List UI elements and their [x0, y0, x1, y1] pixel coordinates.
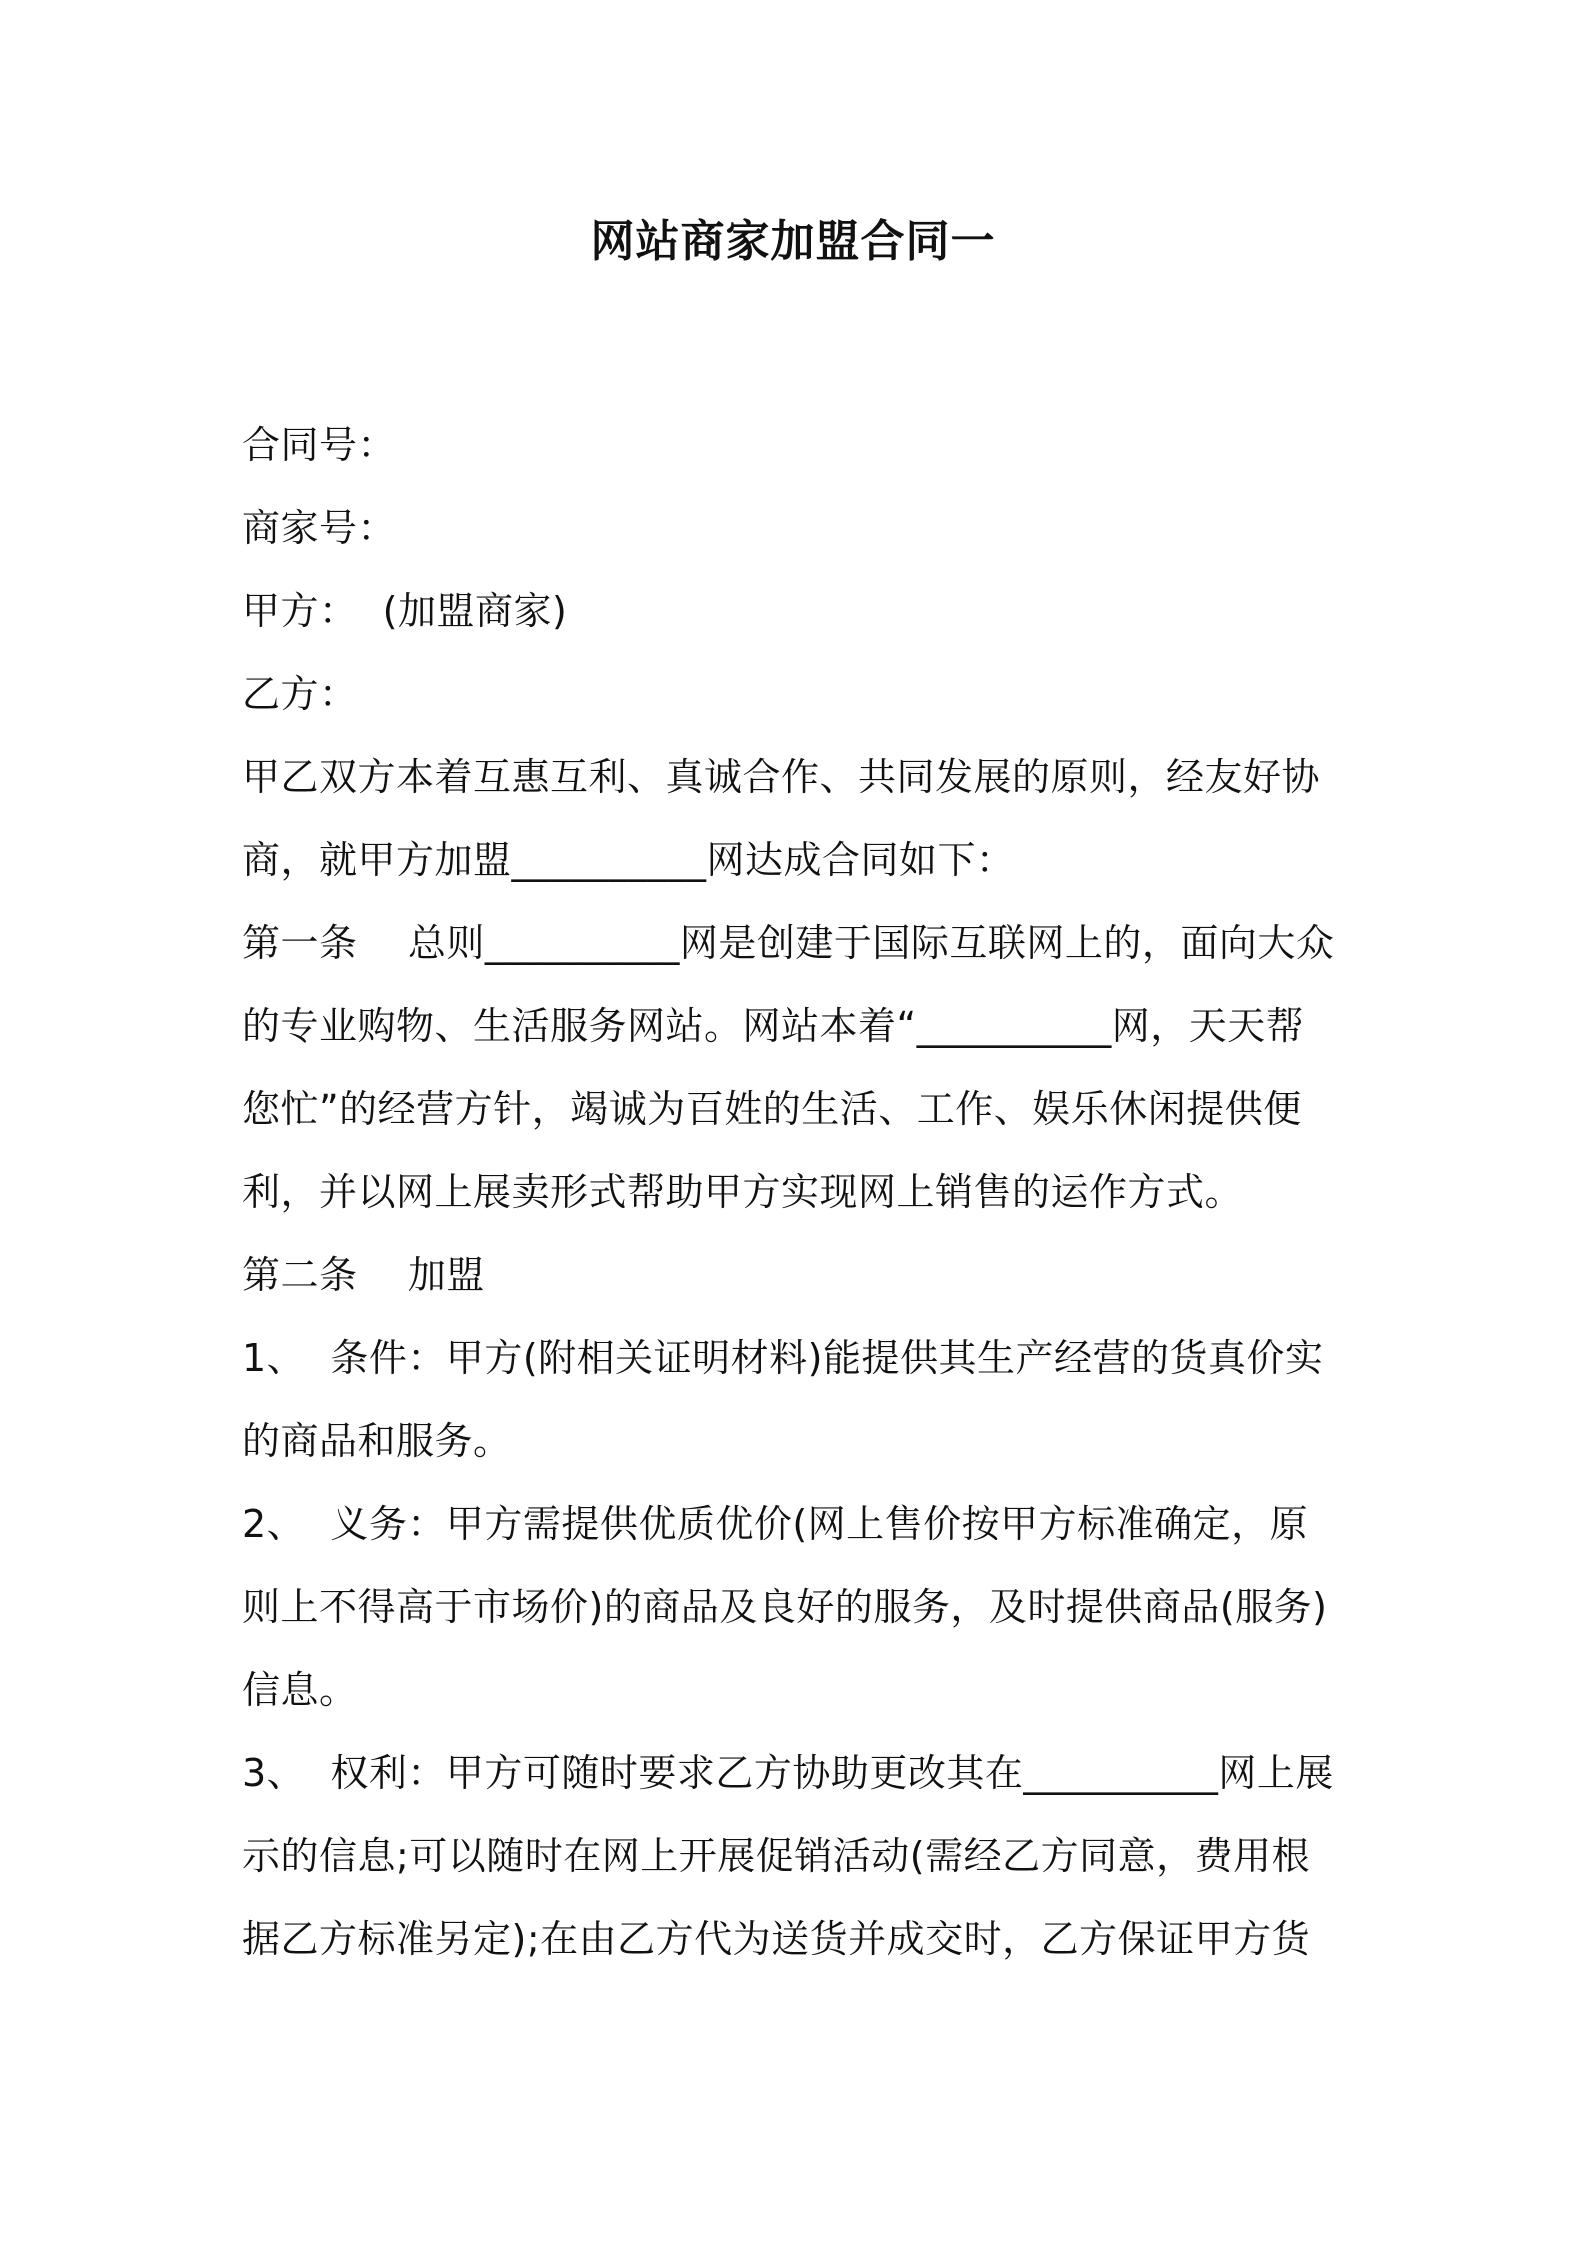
party-b-line: 乙方：: [242, 672, 358, 716]
preamble-line: 甲乙双方本着互惠互利、真诚合作、共同发展的原则，经友好协: [242, 755, 1321, 799]
contract-number-line: 合同号：: [242, 423, 397, 467]
clause-three-line: 据乙方标准另定);在由乙方代为送货并成交时，乙方保证甲方货: [242, 1917, 1311, 1961]
merchant-number-line: 商家号：: [242, 506, 397, 550]
clause-two-line: 则上不得高于市场价)的商品及良好的服务，及时提供商品(服务): [242, 1585, 1328, 1629]
document-title: 网站商家加盟合同一: [590, 216, 996, 267]
clause-one-line: 1、 条件：甲方(附相关证明材料)能提供其生产经营的货真价实: [242, 1336, 1324, 1380]
clause-two-line: 2、 义务：甲方需提供优质优价(网上售价按甲方标准确定，原: [242, 1502, 1309, 1546]
article-two-heading: 第二条 加盟: [242, 1253, 485, 1297]
clause-three-line: 3、 权利：甲方可随时要求乙方协助更改其在__________网上展: [242, 1751, 1334, 1795]
clause-one-line: 的商品和服务。: [242, 1419, 512, 1463]
article-one-line: 的专业购物、生活服务网站。网站本着“__________网，天天帮: [242, 1004, 1305, 1048]
clause-two-line: 信息。: [242, 1668, 358, 1712]
article-one-line: 第一条 总则__________网是创建于国际互联网上的，面向大众: [242, 921, 1335, 965]
clause-three-line: 示的信息;可以随时在网上开展促销活动(需经乙方同意，费用根: [242, 1834, 1311, 1878]
party-a-line: 甲方： (加盟商家): [242, 589, 568, 633]
article-one-line: 您忙”的经营方针，竭诚为百姓的生活、工作、娱乐休闲提供便: [242, 1087, 1302, 1131]
document-body: [242, 404, 1352, 1981]
article-one-line: 利，并以网上展卖形式帮助甲方实现网上销售的运作方式。: [242, 1170, 1244, 1214]
preamble-line: 商，就甲方加盟__________网达成合同如下：: [242, 838, 1015, 882]
